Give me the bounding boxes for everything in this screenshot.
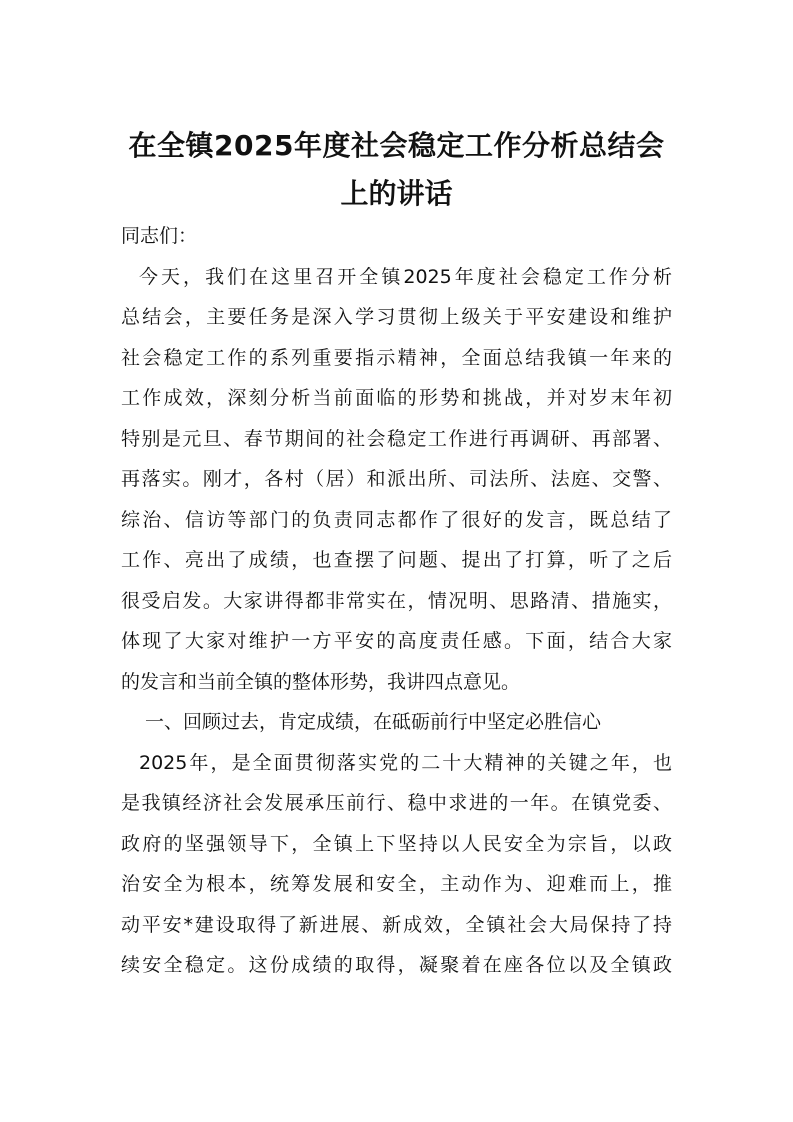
paragraph-line: 动平安*建设取得了新进展、新成效，全镇社会大局保持了持 [121,913,672,936]
paragraph-line: 2025年，是全面贯彻落实党的二十大精神的关键之年，也 [139,751,672,774]
paragraph-line: 特别是元旦、春节期间的社会稳定工作进行再调研、再部署、 [121,427,672,450]
document-title-line-1: 在全镇2025年度社会稳定工作分析总结会 [128,129,665,162]
paragraph-line: 工作成效，深刻分析当前面临的形势和挑战，并对岁末年初 [121,387,672,409]
paragraph-line: 今天，我们在这里召开全镇2025年度社会稳定工作分析 [139,265,672,288]
paragraph-line: 总结会，主要任务是深入学习贯彻上级关于平安建设和维护 [121,306,672,328]
paragraph-line: 体现了大家对维护一方平安的高度责任感。下面，结合大家 [121,630,672,652]
paragraph-line: 治安全为根本，统筹发展和安全，主动作为、迎难而上，推 [121,873,672,895]
paragraph-line: 续安全稳定。这份成绩的取得，凝聚着在座各位以及全镇政 [121,954,672,976]
paragraph-line: 很受启发。大家讲得都非常实在，情况明、思路清、措施实， [121,589,672,612]
document-title-line-2: 上的讲话 [340,177,453,210]
section-heading: 一、回顾过去，肯定成绩，在砥砺前行中坚定必胜信心 [145,711,602,733]
salutation: 同志们： [121,225,198,247]
paragraph-line: 的发言和当前全镇的整体形势，我讲四点意见。 [121,670,521,693]
paragraph-line: 工作、亮出了成绩，也查摆了问题、提出了打算，听了之后 [121,549,672,571]
paragraph-line: 政府的坚强领导下，全镇上下坚持以人民安全为宗旨，以政 [121,832,672,855]
paragraph-line: 再落实。刚才，各村（居）和派出所、司法所、法庭、交警、 [121,468,672,490]
paragraph-line: 社会稳定工作的系列重要指示精神，全面总结我镇一年来的 [121,346,672,369]
document-body [121,216,672,986]
paragraph-line: 是我镇经济社会发展承压前行、稳中求进的一年。在镇党委、 [121,792,672,814]
paragraph-line: 综治、信访等部门的负责同志都作了很好的发言，既总结了 [121,508,672,531]
